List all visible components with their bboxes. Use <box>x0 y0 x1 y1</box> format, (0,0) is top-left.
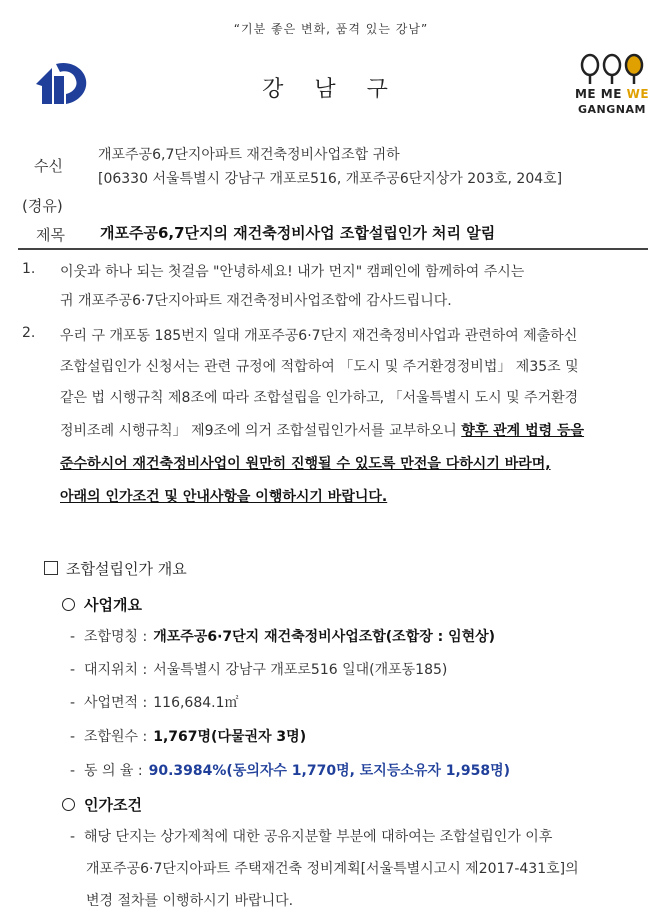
section-title: 조합설립인가 개요 <box>44 558 187 579</box>
checkbox-square-icon <box>44 561 58 575</box>
paragraph-1-line-1: 이웃과 하나 되는 첫걸음 "안녕하세요! 내가 먼지" 캠페인에 함께하여 주시는 <box>60 264 525 280</box>
paragraph-1-line-2: 귀 개포주공6·7단지아파트 재건축정비사업조합에 감사드립니다. <box>60 293 452 309</box>
paragraph-2-line-5: 준수하시어 재건축정비사업이 원만히 진행될 수 있도록 만전을 다하시기 바라며, <box>60 456 551 472</box>
recipient-value: 개포주공6,7단지아파트 재건축정비사업조합 귀하 <box>98 147 400 163</box>
via-label: (경유) <box>22 197 63 215</box>
paragraph-2-line-4-text: 정비조례 시행규칙」 제9조에 의거 조합설립인가서를 교부하오니 <box>60 423 462 439</box>
paragraph-2-line-2: 조합설립인가 신청서는 관련 규정에 적합하여 「도시 및 주거환경정비법」 제35조 및 <box>60 359 579 375</box>
brand-line1: ME ME WE <box>574 87 650 101</box>
paragraph-2-number: 2. <box>22 325 36 341</box>
paragraph-2-line-4 <box>60 420 584 440</box>
condition-line-1: - 해당 단지는 상가제척에 대한 공유지분할 부분에 대하여는 조합설립인가 이후 <box>70 829 553 845</box>
meme-we-gangnam-logo <box>572 52 652 122</box>
overview-item-member-count: - 조합원수 : 1,767명(다물권자 3명) <box>70 729 307 745</box>
overview-item-consent-rate: - 동 의 율 : 90.3984%(동의자수 1,770명, 토지등소유자 1,958명) <box>70 763 511 779</box>
paragraph-2-line-1: 우리 구 개포동 185번지 일대 개포주공6·7단지 재건축정비사업과 관련하여 제출하신 <box>60 328 578 344</box>
overview-item-association-name: - 조합명칭 : 개포주공6·7단지 재건축정비사업조합(조합장 : 임현상) <box>70 629 496 645</box>
sub-section-approval-conditions: 인가조건 <box>62 794 142 815</box>
circle-bullet-icon <box>62 598 75 611</box>
condition-line-3: 변경 절차를 이행하시기 바랍니다. <box>86 893 294 909</box>
overview-item-site-location: - 대지위치 : 서울특별시 강남구 개포로516 일대(개포동185) <box>70 662 448 678</box>
paragraph-2-line-3: 같은 법 시행규칙 제8조에 따라 조합설립을 인가하고, 「서울특별시 도시 및 주거환경 <box>60 390 579 406</box>
brand-line2: GANGNAM <box>578 103 646 116</box>
circle-bullet-icon <box>62 798 75 811</box>
slogan: “기분 좋은 변화, 품격 있는 강남” <box>233 22 429 36</box>
subject-title: 개포주공6,7단지의 재건축정비사업 조합설립인가 처리 알림 <box>100 224 496 242</box>
condition-line-2: 개포주공6·7단지아파트 주택재건축 정비계획[서울특별시고시 제2017-431호]의 <box>86 861 579 877</box>
recipient-label: 수신 <box>34 157 63 175</box>
paragraph-1-number: 1. <box>22 261 36 277</box>
organization-name: 강 남 구 <box>262 77 400 102</box>
sub-section-business-overview: 사업개요 <box>62 594 142 615</box>
paragraph-2-line-4-emphasis: 향후 관계 법령 등을 <box>461 423 585 439</box>
overview-item-project-area: - 사업면적 : 116,684.1㎡ <box>70 695 239 711</box>
recipient-address: [06330 서울특별시 강남구 개포로516, 개포주공6단지상가 203호, 204호] <box>98 171 563 187</box>
paragraph-2-line-6: 아래의 인가조건 및 안내사항을 이행하시기 바랍니다. <box>60 489 388 505</box>
bulb-icon <box>572 52 652 88</box>
subject-divider <box>18 248 648 250</box>
subject-label: 제목 <box>36 226 65 244</box>
